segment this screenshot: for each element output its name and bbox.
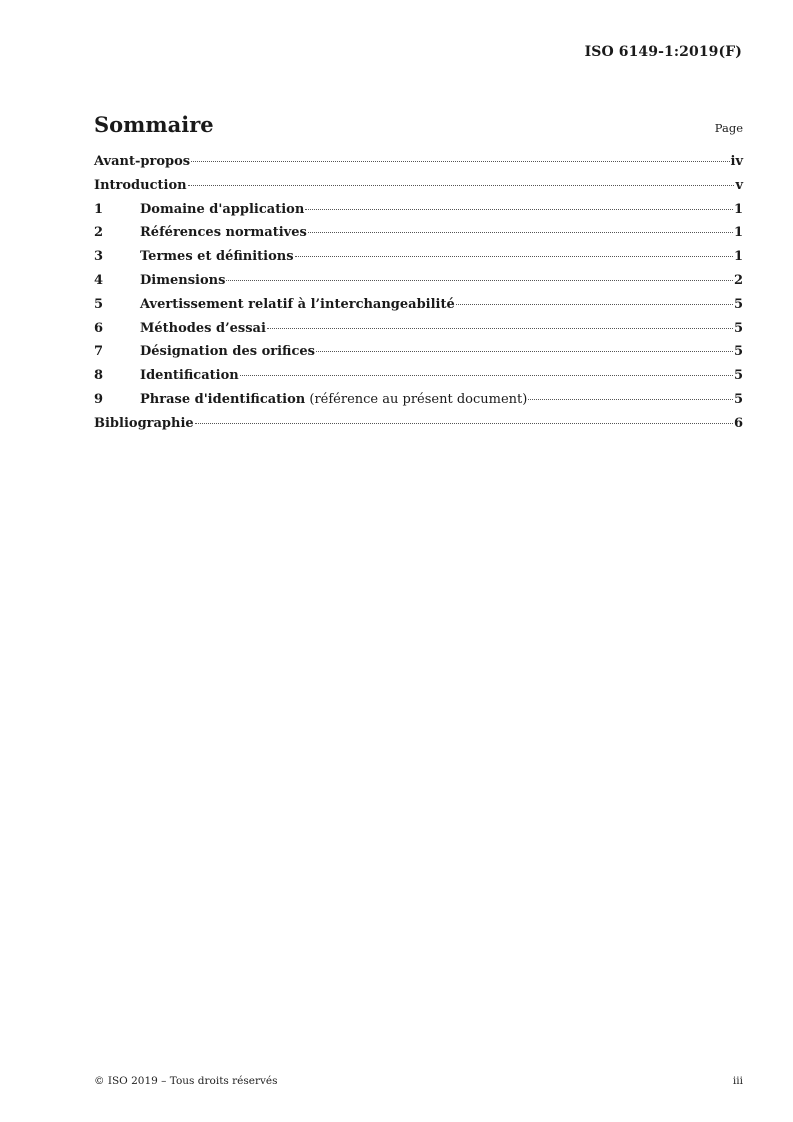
- toc-entry-number: 4: [94, 272, 104, 288]
- toc-entry-number: 7: [94, 344, 104, 360]
- toc-dot-leader: [316, 351, 733, 352]
- toc-entry-page: 6: [733, 415, 743, 431]
- toc-entry-number: 5: [94, 296, 104, 312]
- toc-entry-page: 5: [733, 344, 743, 360]
- toc-entry-title: Références normatives: [140, 225, 307, 241]
- toc-entry-1[interactable]: [94, 202, 743, 226]
- toc-entry-title: Identification: [140, 368, 239, 384]
- toc-entry-title: Termes et définitions: [140, 249, 294, 265]
- page-footer: [94, 1075, 743, 1087]
- toc-entry-4[interactable]: [94, 273, 743, 297]
- toc-entry-2[interactable]: [94, 225, 743, 249]
- copyright-notice: © ISO 2019 – Tous droits réservés: [94, 1075, 278, 1087]
- toc-entry-title: Méthodes d’essai: [140, 320, 266, 336]
- toc-entry-page: 5: [733, 296, 743, 312]
- toc-dot-leader: [305, 209, 733, 210]
- toc-entry-title: Avertissement relatif à l’interchangeabilité: [140, 296, 455, 312]
- toc-entry-title-main: Phrase d'identification: [140, 391, 306, 407]
- toc-entry-page: 5: [733, 368, 743, 384]
- toc-entry-5[interactable]: [94, 297, 743, 321]
- toc-entry-page: 1: [733, 225, 743, 241]
- toc-entry-6[interactable]: [94, 321, 743, 345]
- toc-entry-page: 2: [733, 272, 743, 288]
- toc-entry-title: Désignation des orifices: [140, 344, 315, 360]
- toc-entry-9[interactable]: [94, 392, 743, 416]
- toc-entry-8[interactable]: [94, 368, 743, 392]
- toc-dot-leader: [308, 232, 733, 233]
- toc-entry-number: 1: [94, 201, 104, 217]
- toc-entry-bibliographie[interactable]: [94, 416, 743, 440]
- toc-entry-page: iv: [730, 154, 743, 169]
- toc-entry-title: Dimensions: [140, 272, 226, 288]
- toc-dot-leader: [195, 423, 733, 424]
- toc-entry-page: 1: [733, 249, 743, 265]
- toc-entry-title: [140, 392, 527, 407]
- table-of-contents: [94, 154, 743, 440]
- toc-dot-leader: [456, 304, 733, 305]
- toc-page-column-label: Page: [714, 121, 743, 135]
- toc-entry-page: 5: [733, 391, 743, 407]
- toc-entry-number: 2: [94, 225, 104, 241]
- toc-entry-title-suffix: (référence au présent document): [305, 391, 528, 407]
- toc-entry-title: Bibliographie: [94, 415, 194, 431]
- toc-entry-3[interactable]: [94, 249, 743, 273]
- toc-entry-title: Introduction: [94, 177, 187, 193]
- toc-dot-leader: [226, 280, 733, 281]
- page-number: iii: [732, 1075, 743, 1087]
- toc-entry-number: 6: [94, 320, 104, 336]
- toc-dot-leader: [240, 375, 733, 376]
- toc-entry-page: v: [735, 177, 743, 193]
- toc-dot-leader: [528, 399, 733, 400]
- document-reference: ISO 6149-1:2019(F): [584, 44, 742, 60]
- toc-entry-title: Domaine d'application: [140, 201, 305, 217]
- toc-entry-page: 5: [733, 320, 743, 336]
- toc-dot-leader: [188, 185, 735, 186]
- toc-dot-leader: [191, 161, 729, 162]
- toc-dot-leader: [267, 328, 733, 329]
- toc-title: Sommaire: [94, 112, 214, 137]
- toc-entry-page: 1: [733, 201, 743, 217]
- toc-entry-avant-propos[interactable]: [94, 154, 743, 178]
- toc-entry-title: Avant-propos: [94, 154, 191, 169]
- toc-entry-introduction[interactable]: [94, 178, 743, 202]
- toc-entry-number: 3: [94, 249, 104, 265]
- toc-heading-row: [94, 112, 743, 137]
- toc-entry-number: 9: [94, 391, 104, 407]
- toc-dot-leader: [295, 256, 733, 257]
- toc-entry-number: 8: [94, 368, 104, 384]
- toc-entry-7[interactable]: [94, 344, 743, 368]
